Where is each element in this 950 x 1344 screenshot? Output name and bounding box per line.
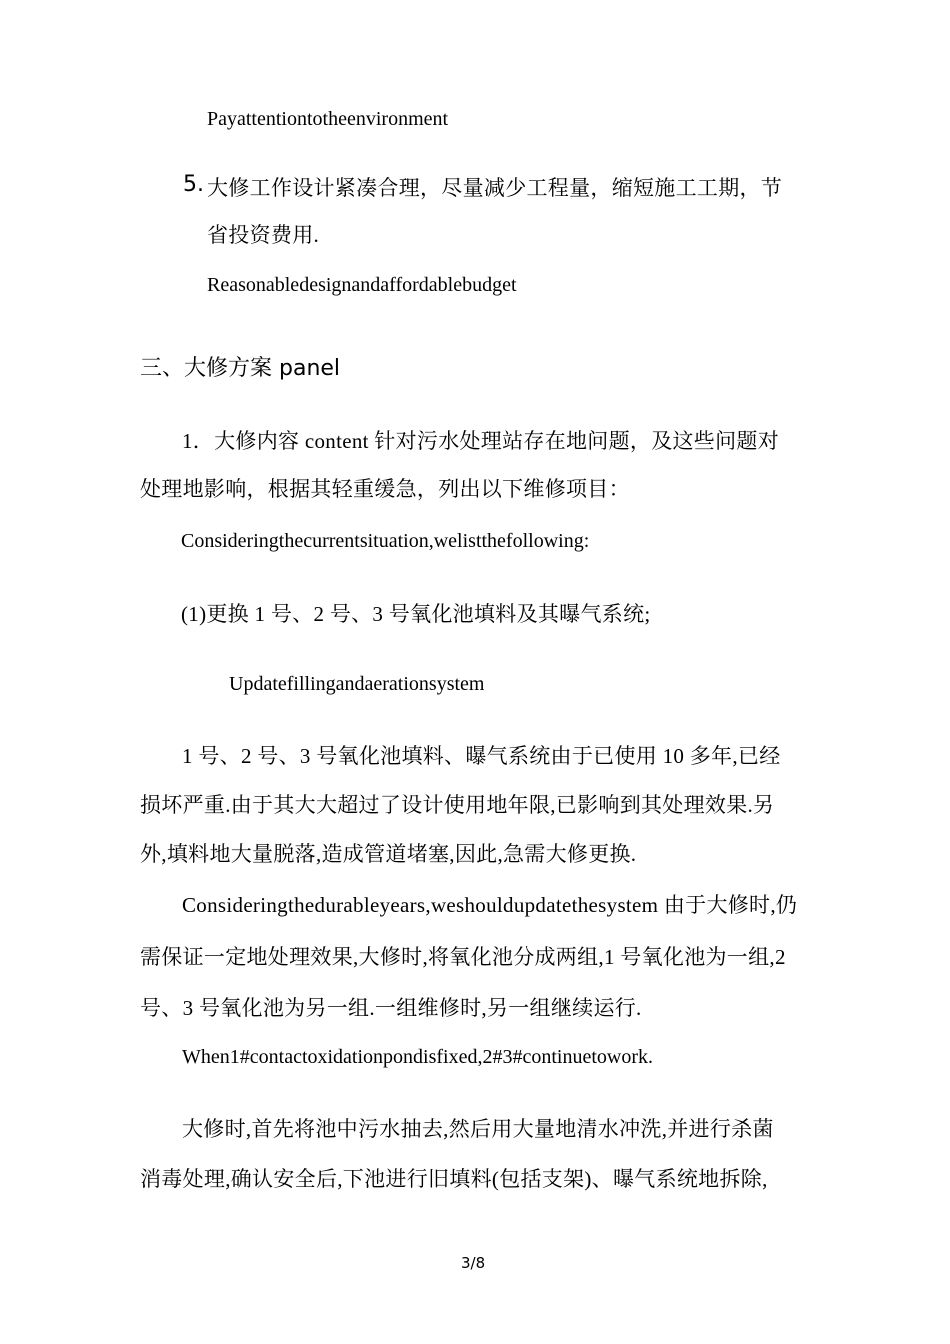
list-item-5-line-1: 大修工作设计紧凑合理，尽量减少工程量，缩短施工工期，节	[207, 176, 783, 200]
paragraph-3-line-3: 号、3 号氧化池为另一组.一组维修时,另一组继续运行.	[140, 996, 642, 1020]
paragraph-2-line-2: 损坏严重.由于其大大超过了设计使用地年限,已影响到其处理效果.另	[140, 793, 775, 817]
paragraph-2-line-3: 外,填料地大量脱落,造成管道堵塞,因此,急需大修更换.	[140, 842, 637, 866]
paragraph-4-line-1: 大修时,首先将池中污水抽去,然后用大量地清水冲洗,并进行杀菌	[182, 1117, 774, 1141]
list-number-5: 5.	[183, 172, 204, 197]
english-note-budget: Reasonabledesignandaffordablebudget	[207, 274, 517, 296]
page-number: 3/8	[461, 1254, 486, 1272]
paragraph-3-line-2: 需保证一定地处理效果,大修时,将氧化池分成两组,1 号氧化池为一组,2	[140, 945, 786, 969]
english-note-environment: Payattentiontotheenvironment	[207, 108, 449, 130]
paragraph-1-line-2: 处理地影响，根据其轻重缓急，列出以下维修项目：	[140, 477, 630, 501]
english-note-situation: Consideringthecurrentsituation,welistthefollowing:	[181, 530, 590, 552]
paragraph-4-line-2: 消毒处理,确认安全后,下池进行旧填料(包括支架)、曝气系统地拆除,	[140, 1167, 768, 1191]
section-heading: 三、大修方案 panel	[140, 356, 341, 381]
item-1-title: (1)更换 1 号、2 号、3 号氧化池填料及其曝气系统;	[181, 602, 651, 626]
paragraph-2-line-1: 1 号、2 号、3 号氧化池填料、曝气系统由于已使用 10 多年,已经	[182, 744, 781, 768]
paragraph-1-line-1: 1．大修内容 content 针对污水处理站存在地问题，及这些问题对	[182, 429, 780, 453]
list-item-5-line-2: 省投资费用.	[207, 223, 320, 247]
paragraph-3-line-1: Consideringthedurableyears,weshouldupdatethesystem 由于大修时,仍	[182, 893, 798, 917]
english-note-update: Updatefillingandaerationsystem	[229, 673, 485, 695]
english-note-pond: When1#contactoxidationpondisfixed,2#3#continuetowork.	[182, 1046, 654, 1068]
